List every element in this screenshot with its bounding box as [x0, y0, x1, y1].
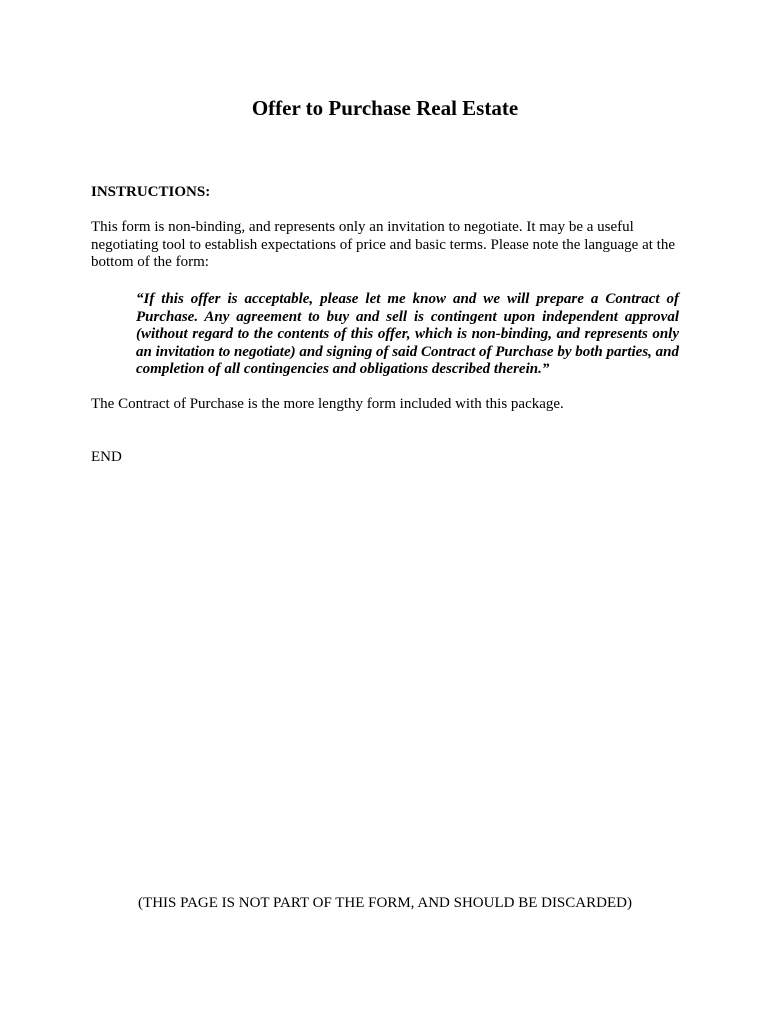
- document-title: Offer to Purchase Real Estate: [251, 96, 519, 120]
- contract-note: The Contract of Purchase is the more lengthy form included with this package.: [91, 396, 564, 412]
- quoted-offer-language: “If this offer is acceptable, please let me know and we will prepare a Contract of Purchase. Any agreement to buy and sell is contingent upon independent approval (without regard to the contents of this offer, which is non-binding, and represents only an invitation to negotiate) and signing of said Contract of Purchase by both parties, and completion of all contingencies and obligations described therein.”: [136, 291, 679, 377]
- intro-paragraph: This form is non-binding, and represents only an invitation to negotiate. It may be a useful negotiating tool to establish expectations of price and basic terms. Please note the language at the bottom of the form:: [91, 219, 675, 270]
- instructions-heading: INSTRUCTIONS:: [91, 184, 211, 200]
- end-marker: END: [91, 449, 122, 465]
- discard-notice: (THIS PAGE IS NOT PART OF THE FORM, AND SHOULD BE DISCARDED): [138, 895, 632, 911]
